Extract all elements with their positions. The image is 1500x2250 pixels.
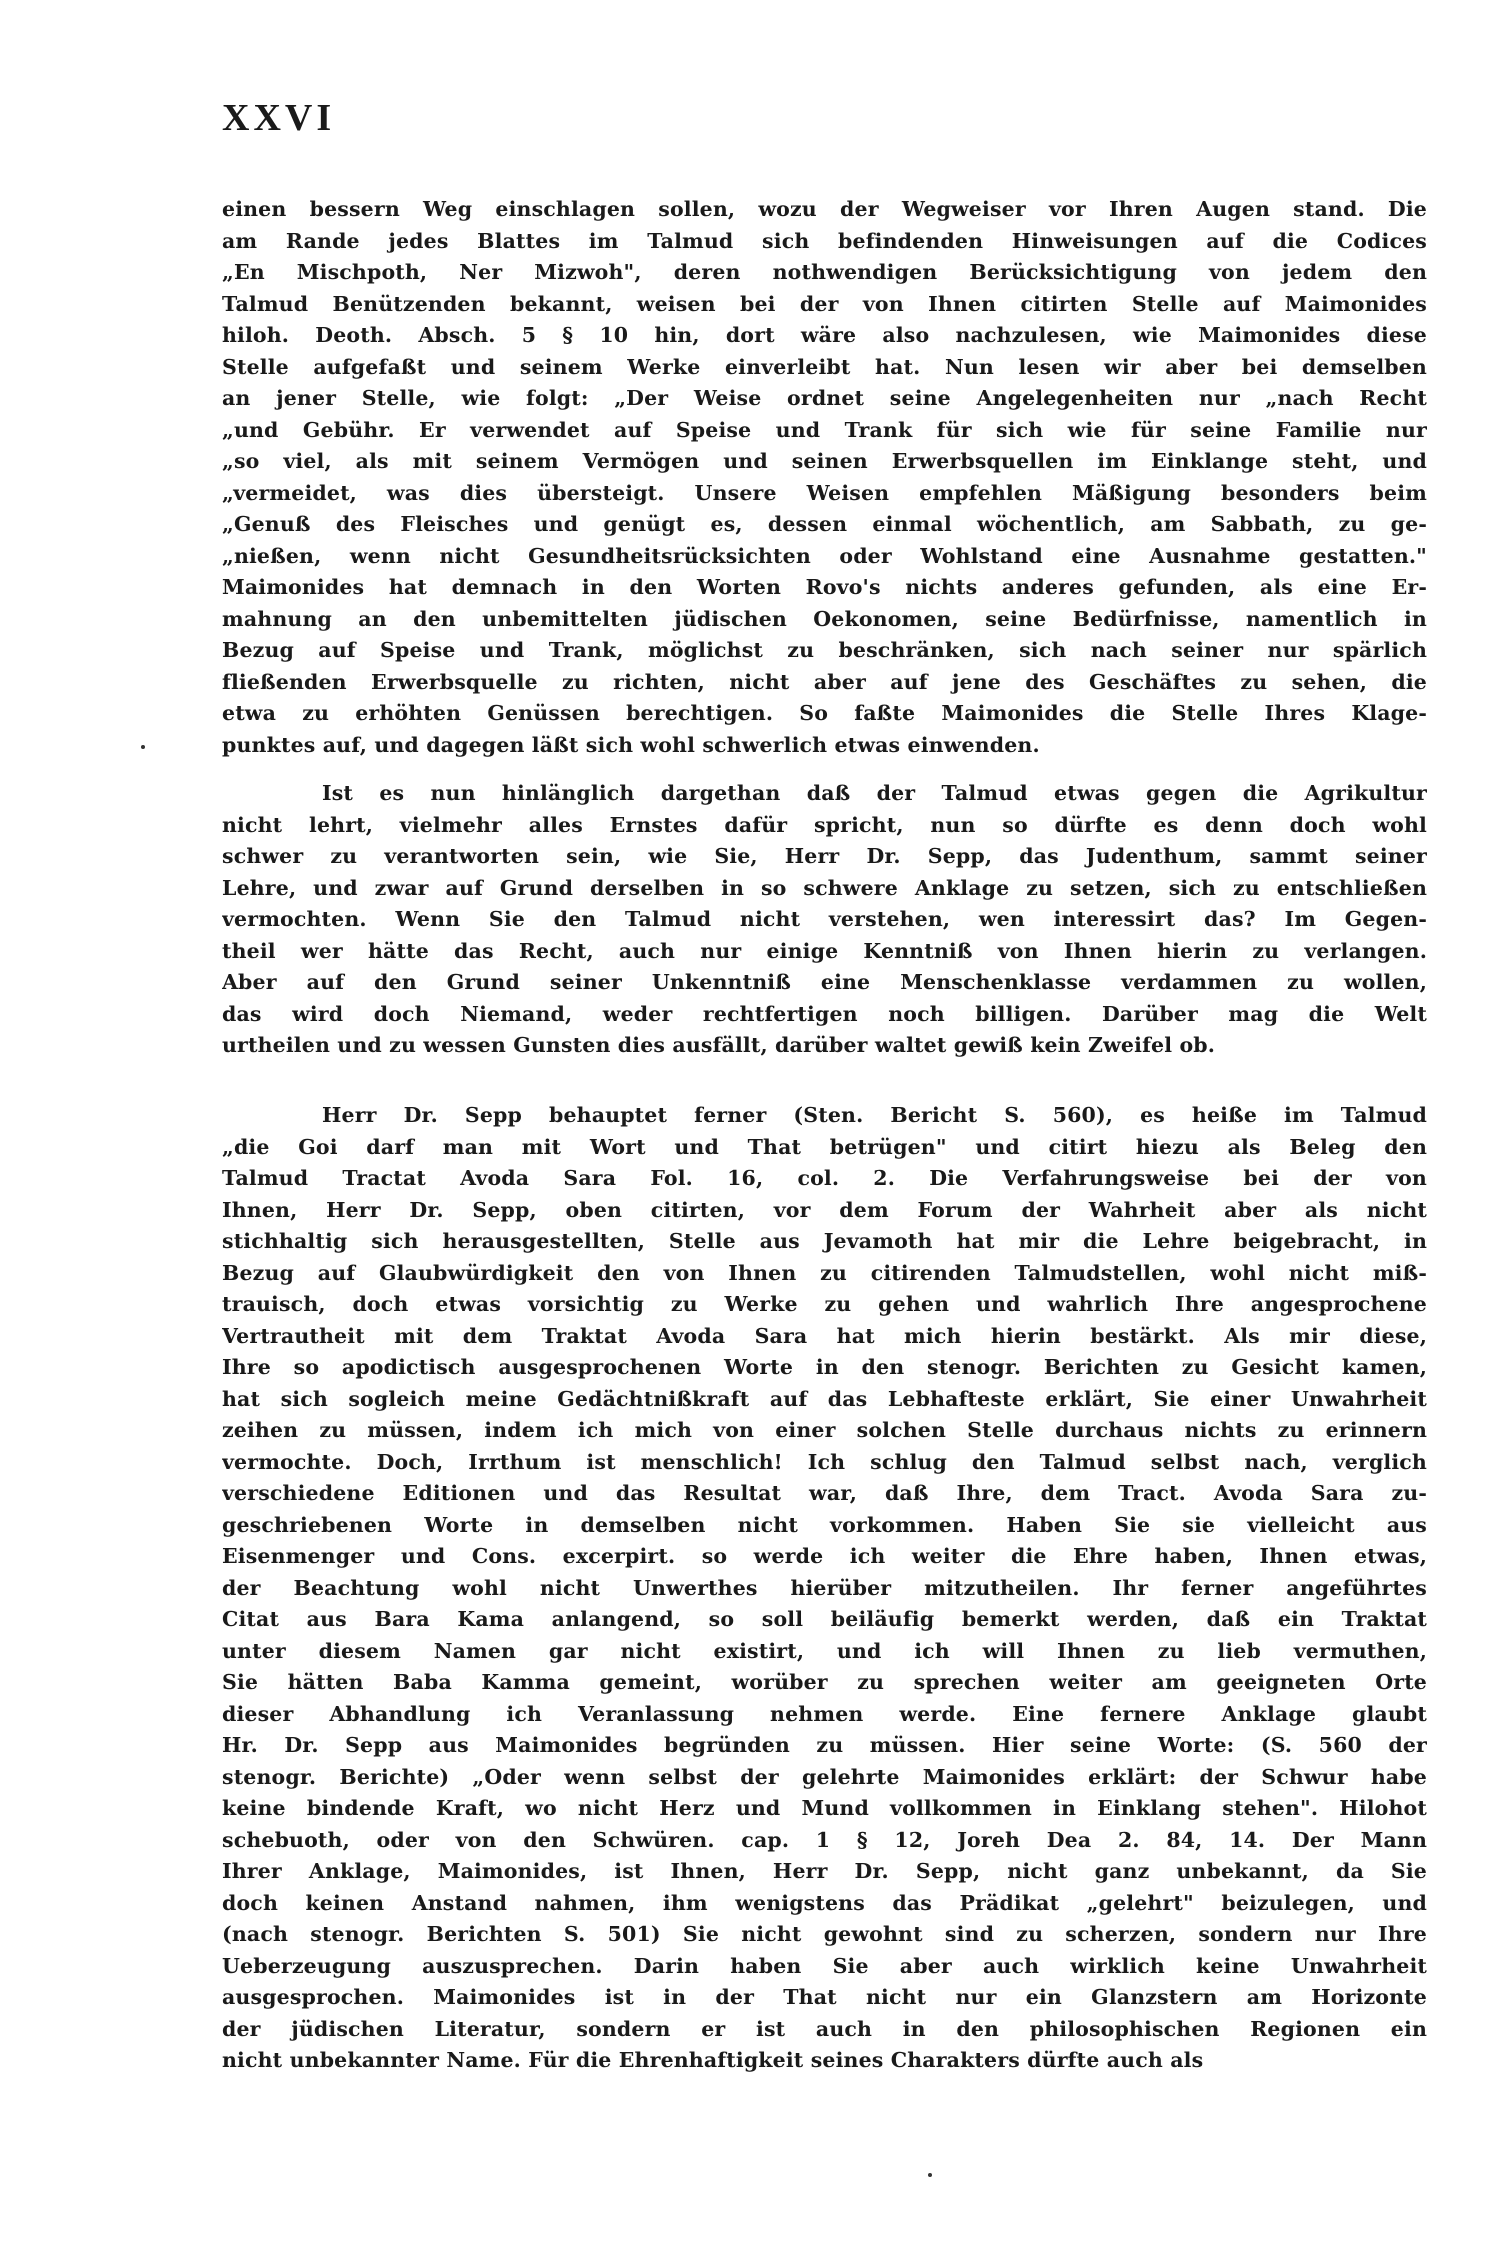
text-line: keine bindende Kraft, wo nicht Herz und Mund vollkommen in Einklang stehen". Hilohot [222,1796,1427,1820]
text-line: verschiedene Editionen und das Resultat war, daß Ihre, dem Tract. Avoda Sara zu- [222,1481,1427,1505]
text-line: „und Gebühr. Er verwendet auf Speise und Trank für sich wie für seine Familie nur [222,417,1427,442]
text-line: der Beachtung wohl nicht Unwerthes hierüber mitzutheilen. Ihr ferner angeführtes [222,1575,1427,1600]
text-line: Ihnen, Herr Dr. Sepp, oben citirten, vor dem Forum der Wahrheit aber als nicht [222,1197,1427,1222]
text-line: vermochten. Wenn Sie den Talmud nicht verstehen, wen interessirt das? Im Gegen- [222,907,1427,931]
text-line: geschriebenen Worte in demselben nicht vorkommen. Haben Sie sie vielleicht aus [222,1512,1427,1537]
text-line: Hr. Dr. Sepp aus Maimonides begründen zu müssen. Hier seine Worte: (S. 560 der [222,1733,1427,1757]
text-line: urtheilen und zu wessen Gunsten dies ausfällt, darüber waltet gewiß kein Zweifel ob. [222,1033,1216,1057]
text-line: Sie hätten Baba Kamma gemeint, worüber zu sprechen weiter am geeigneten Orte [222,1670,1427,1694]
text-line: „Genuß des Fleisches und genügt es, dessen einmal wöchentlich, am Sabbath, zu ge- [222,512,1427,536]
text-line: „so viel, als mit seinem Vermögen und seinen Erwerbsquellen im Einklange steht, und [222,449,1427,473]
text-line: Ihrer Anklage, Maimonides, ist Ihnen, Herr Dr. Sepp, nicht ganz unbekannt, da Sie [222,1859,1427,1883]
text-line: Herr Dr. Sepp behauptet ferner (Sten. Bericht S. 560), es heiße im Talmud [322,1103,1427,1127]
text-line: punktes auf, und dagegen läßt sich wohl schwerlich etwas einwenden. [222,732,1040,757]
text-line: Eisenmenger und Cons. excerpirt. so werde ich weiter die Ehre haben, Ihnen etwas, [222,1544,1427,1568]
text-line: doch keinen Anstand nahmen, ihm wenigstens das Prädikat „gelehrt" beizulegen, und [222,1890,1427,1915]
page-number: XXVI [222,97,336,139]
text-line: vermochte. Doch, Irrthum ist menschlich! Ich schlug den Talmud selbst nach, verglich [222,1449,1427,1474]
text-line: Ueberzeugung auszusprechen. Darin haben Sie aber auch wirklich keine Unwahrheit [222,1953,1427,1978]
text-line: „En Mischpoth, Ner Mizwoh", deren nothwendigen Berücksichtigung von jedem den [222,260,1427,284]
scan-speck [928,2173,932,2177]
text-line: unter diesem Namen gar nicht existirt, und ich will Ihnen zu lieb vermuthen, [222,1638,1427,1663]
text-line: Talmud Tractat Avoda Sara Fol. 16, col. 2. Die Verfahrungsweise bei der von [222,1166,1427,1190]
text-line: an jener Stelle, wie folgt: „Der Weise ordnet seine Angelegenheiten nur „nach Recht [222,386,1427,410]
text-line: nicht unbekannter Name. Für die Ehrenhaftigkeit seines Charakters dürfte auch als [222,2048,1204,2072]
text-line: theil wer hätte das Recht, auch nur einige Kenntniß von Ihnen hierin zu verlangen. [222,938,1427,963]
text-line: Bezug auf Glaubwürdigkeit den von Ihnen zu citirenden Talmudstellen, wohl nicht miß- [222,1260,1427,1285]
text-line: zeihen zu müssen, indem ich mich von einer solchen Stelle durchaus nichts zu erinnern [222,1418,1427,1442]
text-line: das wird doch Niemand, weder rechtfertigen noch billigen. Darüber mag die Welt [222,1001,1427,1026]
text-line: etwa zu erhöhten Genüssen berechtigen. So faßte Maimonides die Stelle Ihres Klage- [222,701,1427,725]
text-line: einen bessern Weg einschlagen sollen, wozu der Wegweiser vor Ihren Augen stand. Die [222,197,1427,221]
text-line: (nach stenogr. Berichten S. 501) Sie nicht gewohnt sind zu scherzen, sondern nur Ihre [222,1922,1427,1946]
text-line: schwer zu verantworten sein, wie Sie, Herr Dr. Sepp, das Judenthum, sammt seiner [222,844,1427,868]
paragraph-3 [222,1100,1427,2077]
text-line: „nießen, wenn nicht Gesundheitsrücksichten oder Wohlstand eine Ausnahme gestatten." [222,543,1427,568]
text-line: „die Goi darf man mit Wort und That betrügen" und citirt hiezu als Beleg den [222,1134,1427,1159]
text-line: schebuoth, oder von den Schwüren. cap. 1 § 12, Joreh Dea 2. 84, 14. Der Mann [222,1827,1427,1852]
text-line: Bezug auf Speise und Trank, möglichst zu beschränken, sich nach seiner nur spärlich [222,638,1427,662]
text-line: Citat aus Bara Kama anlangend, so soll beiläufig bemerkt werden, daß ein Traktat [222,1607,1427,1631]
scan-speck [141,745,145,749]
text-line: fließenden Erwerbsquelle zu richten, nicht aber auf jene des Geschäftes zu sehen, die [222,669,1427,694]
text-line: Aber auf den Grund seiner Unkenntniß eine Menschenklasse verdammen zu wollen, [222,970,1427,994]
paragraph-1 [222,194,1427,761]
text-line: Stelle aufgefaßt und seinem Werke einverleibt hat. Nun lesen wir aber bei demselben [222,354,1427,379]
paragraph-2 [222,778,1427,1062]
text-line: der jüdischen Literatur, sondern er ist auch in den philosophischen Regionen ein [222,2016,1427,2041]
text-line: hat sich sogleich meine Gedächtnißkraft auf das Lebhafteste erklärt, Sie einer Unwahrheit [222,1386,1427,1411]
text-line: am Rande jedes Blattes im Talmud sich befindenden Hinweisungen auf die Codices [222,228,1427,253]
text-line: hiloh. Deoth. Absch. 5 § 10 hin, dort wäre also nachzulesen, wie Maimonides diese [222,323,1427,347]
text-line: Maimonides hat demnach in den Worten Rovo's nichts anderes gefunden, als eine Er- [222,575,1427,599]
text-line: Ist es nun hinlänglich dargethan daß der Talmud etwas gegen die Agrikultur [322,781,1427,805]
text-line: stenogr. Berichte) „Oder wenn selbst der gelehrte Maimonides erklärt: der Schwur habe [222,1764,1427,1789]
text-line: stichhaltig sich herausgestellten, Stelle aus Jevamoth hat mir die Lehre beigebracht, in [222,1229,1427,1253]
text-line: Vertrautheit mit dem Traktat Avoda Sara hat mich hierin bestärkt. Als mir diese, [222,1323,1427,1348]
text-line: „vermeidet, was dies übersteigt. Unsere Weisen empfehlen Mäßigung besonders beim [222,480,1427,505]
text-line: Lehre, und zwar auf Grund derselben in so schwere Anklage zu setzen, sich zu entschließen [222,875,1427,900]
text-line: Talmud Benützenden bekannt, weisen bei der von Ihnen citirten Stelle auf Maimonides [222,291,1427,316]
text-line: Ihre so apodictisch ausgesprochenen Worte in den stenogr. Berichten zu Gesicht kamen, [222,1355,1427,1379]
text-line: mahnung an den unbemittelten jüdischen Oekonomen, seine Bedürfnisse, namentlich in [222,606,1427,631]
text-line: trauisch, doch etwas vorsichtig zu Werke zu gehen und wahrlich Ihre angesprochene [222,1292,1427,1316]
text-line: dieser Abhandlung ich Veranlassung nehmen werde. Eine fernere Anklage glaubt [222,1701,1427,1726]
text-line: nicht lehrt, vielmehr alles Ernstes dafür spricht, nun so dürfte es denn doch wohl [222,812,1427,837]
text-line: ausgesprochen. Maimonides ist in der That nicht nur ein Glanzstern am Horizonte [222,1985,1427,2009]
